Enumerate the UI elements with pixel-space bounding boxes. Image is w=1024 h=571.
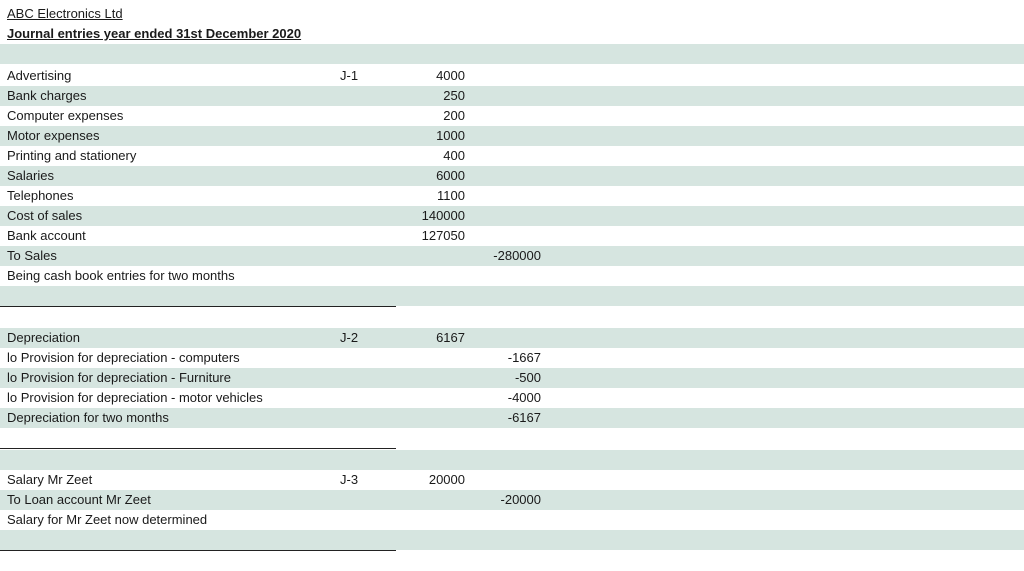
row-credit	[480, 66, 541, 86]
row-reference: J-1	[340, 68, 359, 83]
journal-row[interactable]	[0, 66, 1024, 86]
row-description: Depreciation	[7, 330, 80, 345]
row-description: lo Provision for depreciation - motor vehicles	[7, 390, 263, 405]
row-description: Printing and stationery	[7, 148, 137, 163]
company-name: ABC Electronics Ltd	[7, 6, 123, 21]
row-credit	[480, 126, 541, 146]
row-credit: -1667	[507, 350, 541, 365]
row-description: Salaries	[7, 168, 54, 183]
row-debit	[400, 348, 465, 368]
row-description: Bank charges	[7, 88, 87, 103]
journal-row[interactable]	[0, 348, 1024, 368]
journal-row[interactable]	[0, 246, 1024, 266]
row-debit	[400, 408, 465, 428]
entry-separator-line	[0, 550, 396, 551]
row-description: Motor expenses	[7, 128, 100, 143]
row-credit: -280000	[493, 248, 541, 263]
row-debit: 127050	[421, 228, 465, 243]
row-description: To Sales	[7, 248, 57, 263]
journal-row[interactable]	[0, 328, 1024, 348]
journal-row[interactable]	[0, 510, 1024, 530]
row-description: Bank account	[7, 228, 86, 243]
row-credit: -20000	[500, 492, 541, 507]
row-debit: 200	[443, 108, 465, 123]
report-subtitle: Journal entries year ended 31st December 2020	[7, 26, 302, 41]
row-reference: J-3	[340, 472, 359, 487]
row-description: Depreciation for two months	[7, 410, 169, 425]
row-description: Telephones	[7, 188, 74, 203]
entry-separator-line	[0, 306, 396, 307]
journal-row[interactable]	[0, 86, 1024, 106]
journal-row[interactable]	[0, 106, 1024, 126]
row-credit: -500	[514, 370, 541, 385]
row-description: lo Provision for depreciation - Furniture	[7, 370, 231, 385]
row-credit	[480, 146, 541, 166]
journal-row[interactable]	[0, 166, 1024, 186]
row-debit: 250	[443, 88, 465, 103]
row-debit	[400, 266, 465, 286]
row-description: Cost of sales	[7, 208, 83, 223]
row-description: Salary Mr Zeet	[7, 472, 93, 487]
row-credit	[480, 166, 541, 186]
row-debit	[400, 246, 465, 266]
row-debit	[400, 510, 465, 530]
row-debit: 1100	[437, 188, 465, 203]
row-debit	[400, 368, 465, 388]
row-description: Salary for Mr Zeet now determined	[7, 512, 208, 527]
journal-row[interactable]	[0, 186, 1024, 206]
row-credit	[480, 266, 541, 286]
row-debit: 4000	[436, 68, 465, 83]
empty-row	[0, 530, 1024, 550]
row-credit: -6167	[507, 410, 541, 425]
row-credit	[480, 106, 541, 126]
row-credit	[480, 470, 541, 490]
journal-row[interactable]	[0, 368, 1024, 388]
entry-separator-line	[0, 448, 396, 449]
row-debit	[400, 490, 465, 510]
row-debit: 400	[443, 148, 465, 163]
row-debit: 6167	[436, 330, 465, 345]
journal-row[interactable]	[0, 408, 1024, 428]
row-credit: -4000	[507, 390, 541, 405]
row-description: lo Provision for depreciation - computers	[7, 350, 240, 365]
journal-row[interactable]	[0, 146, 1024, 166]
row-credit	[480, 328, 541, 348]
journal-row[interactable]	[0, 470, 1024, 490]
journal-row[interactable]	[0, 126, 1024, 146]
journal-row[interactable]	[0, 388, 1024, 408]
row-debit: 20000	[428, 472, 465, 487]
row-description: To Loan account Mr Zeet	[7, 492, 151, 507]
row-credit	[480, 226, 541, 246]
row-debit: 6000	[436, 168, 465, 183]
journal-row[interactable]	[0, 490, 1024, 510]
row-debit: 140000	[421, 208, 465, 223]
row-description: Being cash book entries for two months	[7, 268, 235, 283]
row-debit: 1000	[436, 128, 465, 143]
journal-row[interactable]	[0, 226, 1024, 246]
row-credit	[480, 86, 541, 106]
empty-row	[0, 44, 1024, 64]
row-credit	[480, 206, 541, 226]
journal-row[interactable]	[0, 206, 1024, 226]
row-reference: J-2	[340, 330, 359, 345]
row-credit	[480, 186, 541, 206]
empty-row	[0, 450, 1024, 470]
journal-row[interactable]	[0, 266, 1024, 286]
row-credit	[480, 510, 541, 530]
row-description: Advertising	[7, 68, 72, 83]
row-description: Computer expenses	[7, 108, 124, 123]
row-debit	[400, 388, 465, 408]
empty-row	[0, 286, 1024, 306]
